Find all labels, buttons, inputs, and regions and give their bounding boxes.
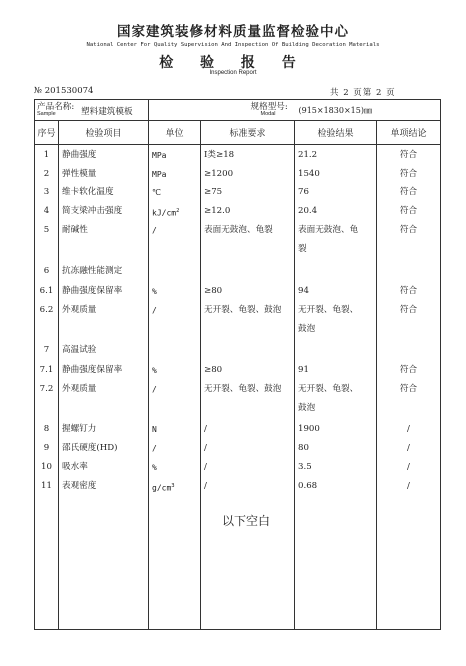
row-8-conclusion: / bbox=[407, 424, 410, 434]
row-9-result: 80 bbox=[298, 443, 309, 453]
row-7.2-result: 无开裂、龟裂、 bbox=[298, 384, 359, 394]
row-5-unit: / bbox=[152, 226, 157, 235]
product-model-label: 规格型号: bbox=[250, 102, 288, 112]
row-1-result: 21.2 bbox=[298, 150, 318, 160]
row-10-no: 10 bbox=[41, 462, 52, 472]
row-4-no: 4 bbox=[43, 206, 50, 216]
col-header-unit: 单位 bbox=[149, 121, 201, 145]
col-no bbox=[35, 145, 59, 630]
col-header-requirement: 标准要求 bbox=[201, 121, 295, 145]
row-4-result: 20.4 bbox=[298, 206, 318, 216]
col-unit bbox=[149, 145, 201, 630]
row-5-req: 表面无鼓泡、龟裂 bbox=[204, 225, 273, 235]
row-3-result: 76 bbox=[298, 187, 309, 197]
row-3-req: ≥75 bbox=[204, 187, 223, 197]
row-11-no: 11 bbox=[41, 481, 52, 491]
row-10-conclusion: / bbox=[407, 462, 410, 472]
row-2-item: 弹性模量 bbox=[62, 169, 97, 179]
row-7.2-conclusion: 符合 bbox=[399, 384, 418, 394]
row-7-no: 7 bbox=[43, 345, 50, 355]
row-1-unit: MPa bbox=[152, 151, 167, 160]
row-6.2-result: 无开裂、龟裂、 bbox=[298, 305, 359, 315]
row-11-req: / bbox=[204, 481, 207, 491]
report-title-en: Inspection Report bbox=[209, 70, 257, 76]
product-name-cell bbox=[35, 100, 149, 121]
row-11-unit: $g/cm^3$ bbox=[152, 483, 175, 493]
row-8-req: / bbox=[204, 424, 207, 434]
product-model-cell bbox=[250, 100, 441, 121]
row-4-item: 简支梁冲击强度 bbox=[62, 206, 123, 216]
row-9-item: 邵氏硬度(HD) bbox=[62, 443, 118, 453]
row-6.1-result: 94 bbox=[298, 286, 309, 296]
row-2-conclusion: 符合 bbox=[399, 169, 418, 179]
row-6.1-item: 静曲强度保留率 bbox=[62, 286, 123, 296]
row-9-req: / bbox=[204, 443, 207, 453]
row-2-unit: MPa bbox=[152, 170, 167, 179]
row-4-req: ≥12.0 bbox=[204, 206, 231, 216]
col-header-item: 检验项目 bbox=[59, 121, 149, 145]
row-7.1-no: 7.1 bbox=[39, 365, 54, 375]
row-2-result: 1540 bbox=[298, 169, 320, 179]
row-7.1-conclusion: 符合 bbox=[399, 365, 418, 375]
row-6.2-result-cont: 鼓泡 bbox=[298, 324, 316, 334]
col-header-result: 检验结果 bbox=[295, 121, 377, 145]
row-11-item: 表观密度 bbox=[62, 481, 97, 491]
row-6.1-unit: % bbox=[152, 287, 157, 296]
product-name-label: 产品名称: bbox=[37, 102, 75, 112]
col-conclusion bbox=[377, 145, 441, 630]
row-8-result: 1900 bbox=[298, 424, 320, 434]
row-10-result: 3.5 bbox=[298, 462, 312, 472]
row-4-unit: $kJ/cm^2$ bbox=[152, 208, 180, 218]
row-4-conclusion: 符合 bbox=[399, 206, 418, 216]
row-7.1-req: ≥80 bbox=[204, 365, 223, 375]
row-1-no: 1 bbox=[43, 150, 50, 160]
row-1-req: Ⅰ类≥18 bbox=[204, 150, 235, 160]
row-7.1-result: 91 bbox=[298, 365, 309, 375]
row-7.2-unit: / bbox=[152, 385, 157, 394]
row-3-item: 维卡软化温度 bbox=[62, 187, 114, 197]
row-9-conclusion: / bbox=[407, 443, 410, 453]
row-7.2-no: 7.2 bbox=[39, 384, 54, 394]
row-8-unit: N bbox=[152, 425, 157, 434]
product-model-label-en: Modal bbox=[260, 111, 276, 117]
product-model: (915×1830×15)㎜ bbox=[298, 106, 372, 115]
row-10-item: 吸水率 bbox=[62, 462, 88, 472]
row-6.2-item: 外观质量 bbox=[62, 305, 97, 315]
product-name-label-en: Sample bbox=[37, 111, 56, 117]
row-11-result: 0.68 bbox=[298, 481, 318, 491]
row-8-item: 握螺钉力 bbox=[62, 424, 97, 434]
row-6.2-unit: / bbox=[152, 306, 157, 315]
col-requirement bbox=[201, 145, 295, 630]
row-1-item: 静曲强度 bbox=[62, 150, 97, 160]
row-9-no: 9 bbox=[43, 443, 50, 453]
row-6-item: 抗冻融性能测定 bbox=[62, 266, 123, 276]
row-3-no: 3 bbox=[43, 187, 50, 197]
row-6.2-req: 无开裂、龟裂、鼓泡 bbox=[204, 305, 282, 315]
row-9-unit: / bbox=[152, 444, 157, 453]
row-7.2-result-cont: 鼓泡 bbox=[298, 403, 316, 413]
row-10-req: / bbox=[204, 462, 207, 472]
row-7.2-item: 外观质量 bbox=[62, 384, 97, 394]
row-11-conclusion: / bbox=[407, 481, 410, 491]
row-5-item: 耐碱性 bbox=[62, 225, 88, 235]
col-result bbox=[295, 145, 377, 630]
row-3-conclusion: 符合 bbox=[399, 187, 418, 197]
row-5-result-cont: 裂 bbox=[298, 244, 307, 254]
row-5-result: 表面无鼓泡、龟 bbox=[298, 225, 359, 235]
row-6.2-no: 6.2 bbox=[39, 305, 54, 315]
row-5-conclusion: 符合 bbox=[399, 225, 418, 235]
row-6.2-conclusion: 符合 bbox=[399, 305, 418, 315]
report-title: 检 验 报 告 bbox=[159, 55, 307, 71]
row-7.1-item: 静曲强度保留率 bbox=[62, 365, 123, 375]
row-3-unit: ℃ bbox=[152, 188, 161, 197]
col-item bbox=[59, 145, 149, 630]
col-header-conclusion: 单项结论 bbox=[377, 121, 441, 145]
row-6.1-conclusion: 符合 bbox=[399, 286, 418, 296]
col-header-no: 序号 bbox=[35, 121, 59, 145]
product-name: 塑料建筑模板 bbox=[81, 107, 133, 117]
row-6.1-req: ≥80 bbox=[204, 286, 223, 296]
row-2-req: ≥1200 bbox=[204, 169, 234, 179]
row-6-no: 6 bbox=[43, 266, 50, 276]
report-number: № 201530074 bbox=[34, 86, 94, 96]
row-1-conclusion: 符合 bbox=[399, 150, 418, 160]
org-name-cn: 国家建筑装修材料质量监督检验中心 bbox=[117, 24, 349, 40]
end-note: 以下空白 bbox=[222, 514, 271, 528]
row-5-no: 5 bbox=[43, 225, 50, 235]
row-8-no: 8 bbox=[43, 424, 50, 434]
org-name-en: National Center For Quality Supervision And Inspection Of Building Decoration Materials bbox=[86, 42, 380, 48]
row-6.1-no: 6.1 bbox=[39, 286, 54, 296]
row-10-unit: % bbox=[152, 463, 157, 472]
row-2-no: 2 bbox=[43, 169, 50, 179]
page-info: 共 2 页第 2 页 bbox=[330, 88, 396, 98]
row-7-item: 高温试验 bbox=[62, 345, 97, 355]
row-7.1-unit: % bbox=[152, 366, 157, 375]
row-7.2-req: 无开裂、龟裂、鼓泡 bbox=[204, 384, 282, 394]
results-table bbox=[34, 99, 441, 630]
